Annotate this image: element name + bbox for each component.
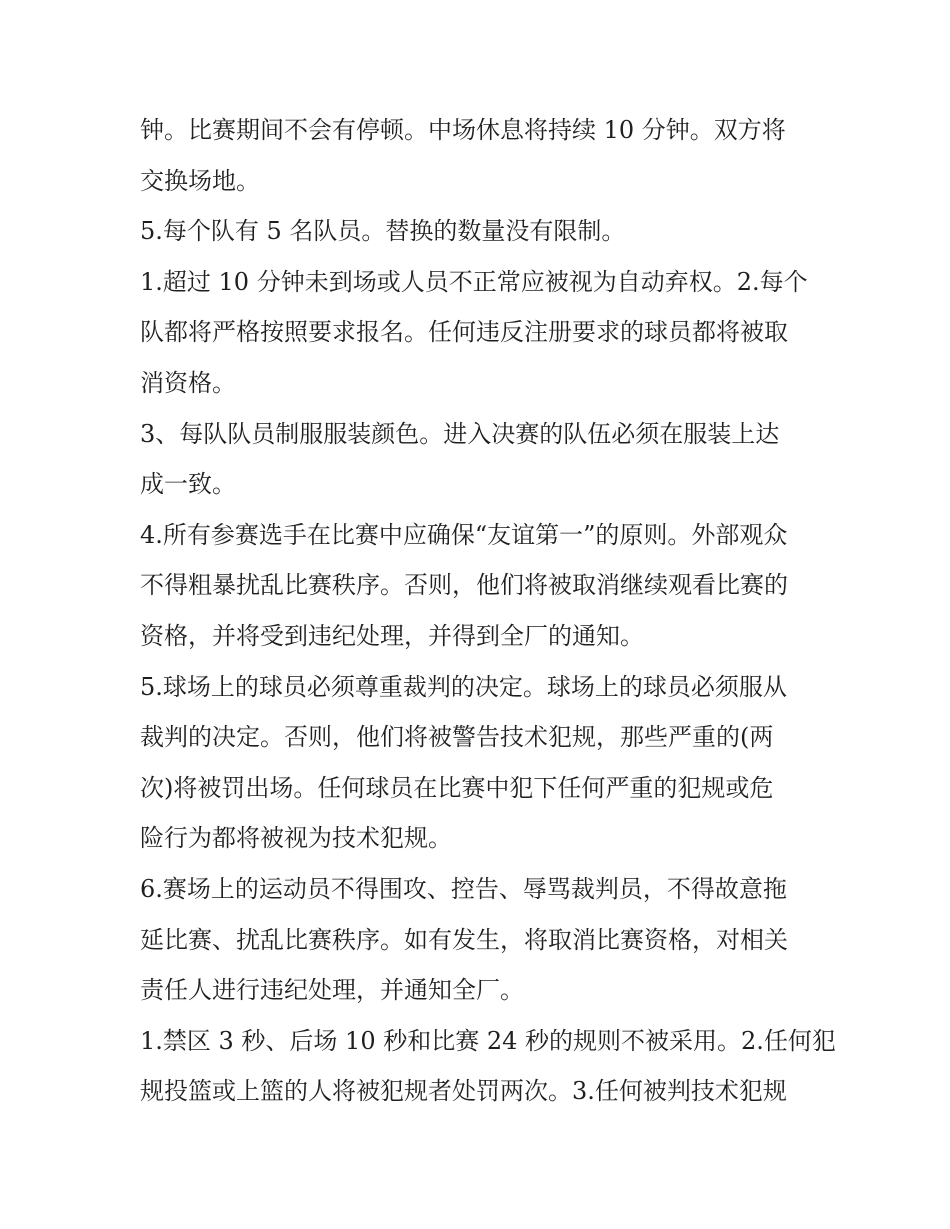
text-line: 钟。比赛期间不会有停顿。中场休息将持续 10 分钟。双方将: [140, 116, 786, 144]
document-body: [140, 105, 836, 1117]
text-line: 3、每队队员制服服装颜色。进入决赛的队伍必须在服装上达: [140, 419, 780, 448]
text-line: 队都将严格按照要求报名。任何违反注册要求的球员都将被取: [140, 318, 788, 347]
text-line: 险行为都将被视为技术犯规。: [140, 824, 452, 853]
text-line: 1.禁区 3 秒、后场 10 秒和比赛 24 秒的规则不被采用。2.任何犯: [140, 1026, 836, 1055]
text-line: 4.所有参赛选手在比赛中应确保“友谊第一”的原则。外部观众: [140, 520, 788, 549]
text-line: 规投篮或上篮的人将被犯规者处罚两次。3.任何被判技术犯规: [140, 1077, 787, 1106]
text-line: 5.球场上的球员必须尊重裁判的决定。球场上的球员必须服从: [140, 672, 787, 701]
text-line: 次)将被罚出场。任何球员在比赛中犯下任何严重的犯规或危: [140, 773, 774, 802]
text-line: 交换场地。: [140, 166, 260, 195]
text-line: 消资格。: [140, 368, 236, 397]
text-line: 不得粗暴扰乱比赛秩序。否则，他们将被取消继续观看比赛的: [140, 571, 788, 600]
text-line: 1.超过 10 分钟未到场或人员不正常应被视为自动弃权。2.每个: [140, 267, 808, 296]
text-line: 成一致。: [140, 470, 236, 499]
text-line: 资格，并将受到违纪处理，并得到全厂的通知。: [140, 621, 644, 650]
text-line: 责任人进行违纪处理，并通知全厂。: [140, 976, 524, 1005]
text-line: 延比赛、扰乱比赛秩序。如有发生，将取消比赛资格，对相关: [140, 925, 788, 954]
text-line: 5.每个队有 5 名队员。替换的数量没有限制。: [140, 217, 626, 246]
text-line: 裁判的决定。否则，他们将被警告技术犯规，那些严重的(两: [140, 723, 774, 752]
text-line: 6.赛场上的运动员不得围攻、控告、辱骂裁判员，不得故意拖: [140, 874, 787, 903]
